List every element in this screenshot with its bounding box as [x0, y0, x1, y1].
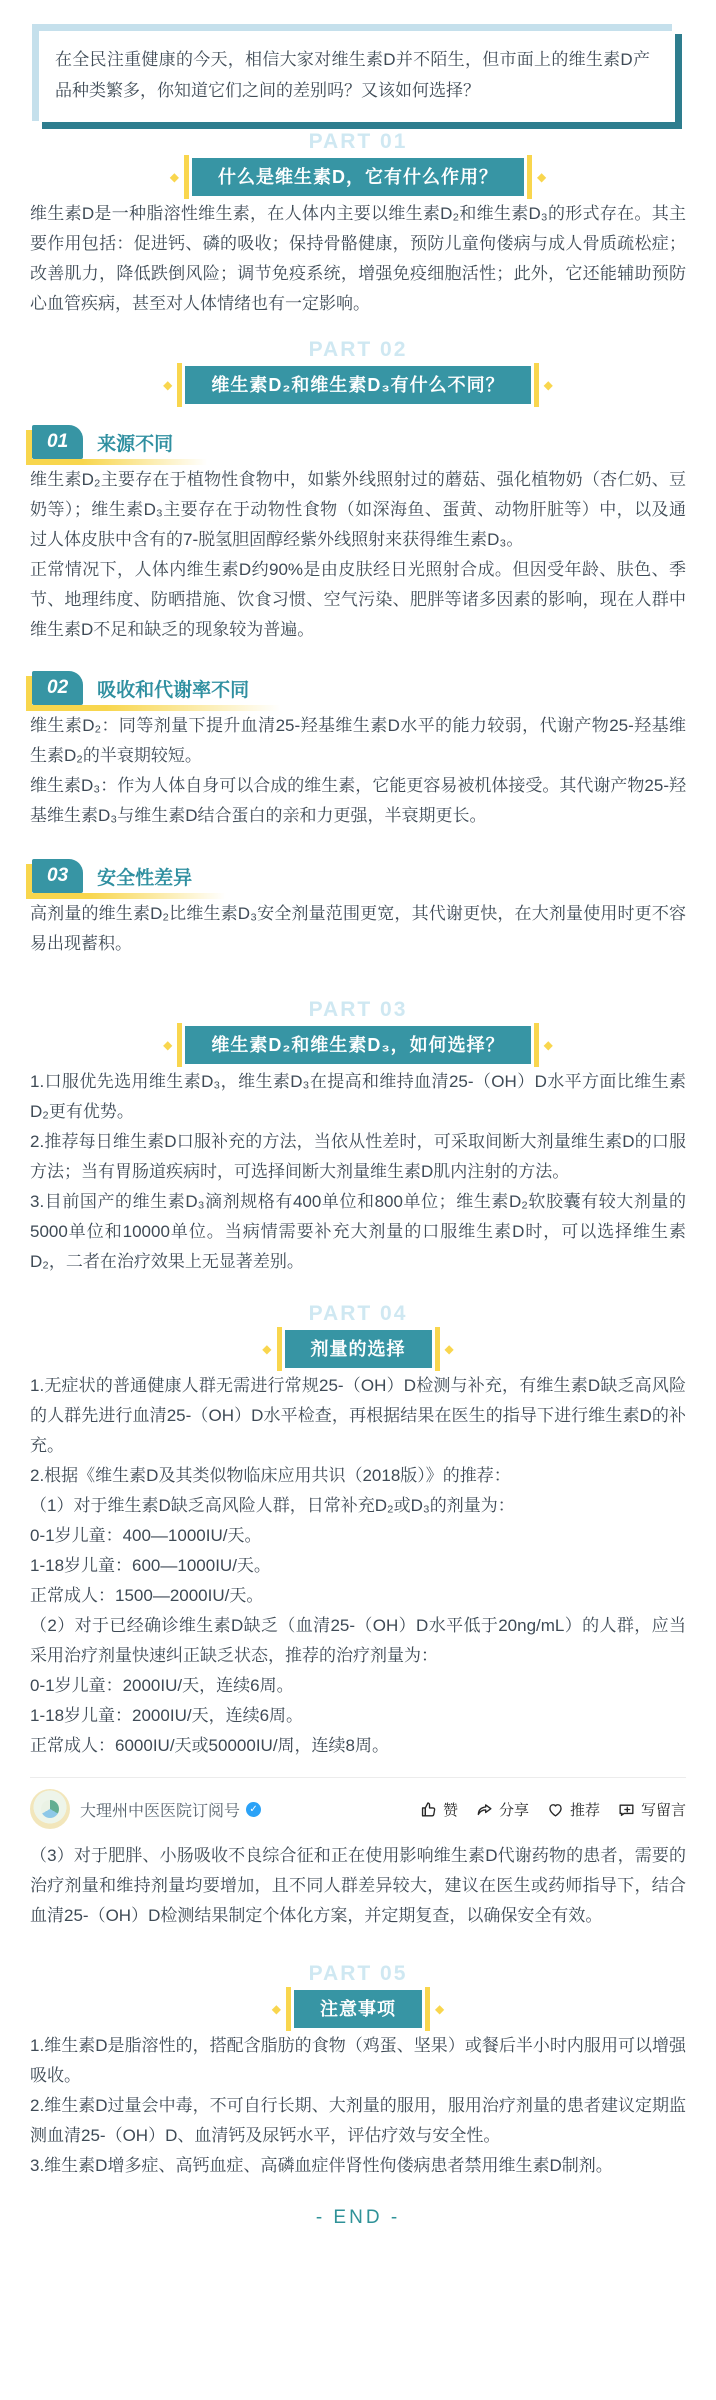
dosage-line: 正常成人：1500—2000IU/天。 [30, 1586, 264, 1605]
part-05-label: PART 05 [308, 1962, 408, 1985]
subsection-03-header [32, 859, 234, 899]
yellow-bar [177, 1023, 182, 1067]
part-01-header [30, 131, 686, 199]
intro-quote-frame [32, 24, 672, 121]
paragraph: 1.无症状的普通健康人群无需进行常规25-（OH）D检测与补充，有维生素D缺乏高风险的人群先进行血清25-（OH）D水平检查，再根据结果在医生的指导下进行维生素D的补充。 [30, 1376, 686, 1455]
part-01-title: 什么是维生素D，它有什么作用？ [192, 158, 524, 196]
subsection-title: 吸收和代谢率不同 [97, 679, 250, 701]
paragraph: 高剂量的维生素D₂比维生素D₃安全剂量范围更宽，其代谢更快，在大剂量使用时更不容易出现蓄积。 [30, 904, 686, 953]
dosage-line: 1-18岁儿童：600—1000IU/天。 [30, 1556, 271, 1575]
subsection-number-badge: 03 [32, 859, 83, 893]
account-name[interactable]: 大理州中医医院订阅号 [80, 1802, 241, 1820]
subsection-title: 安全性差异 [97, 867, 193, 889]
diamond-icon: ◆ [262, 1342, 272, 1356]
part-02-title: 维生素D₂和维生素D₃有什么不同？ [185, 366, 530, 404]
diamond-icon: ◆ [271, 2002, 281, 2016]
diamond-icon: ◆ [169, 170, 179, 184]
part-04-header [30, 1303, 686, 1371]
diamond-icon: ◆ [435, 2002, 445, 2016]
comment-icon [617, 1800, 636, 1819]
share-button[interactable] [475, 1799, 529, 1820]
part-05-header [30, 1963, 686, 2031]
intro-quote-text: 在全民注重健康的今天，相信大家对维生素D并不陌生，但市面上的维生素D产品种类繁多，你知道它们之间的差别吗？又该如何选择？ [55, 50, 650, 100]
thumbs-up-icon [419, 1800, 438, 1819]
share-label: 分享 [498, 1801, 529, 1819]
part-01-title-row [30, 155, 686, 199]
dosage-group-heading: （2）对于已经确诊维生素D缺乏（血清25-（OH）D水平低于20ng/mL）的人群，应当采用治疗剂量快速纠正缺乏状态，推荐的治疗剂量为： [30, 1616, 686, 1665]
yellow-bar [534, 1023, 539, 1067]
part-05-title: 注意事项 [294, 1990, 422, 2028]
part-02-title-row [30, 363, 686, 407]
subsection-02-header [32, 671, 291, 711]
subsection-number-badge: 02 [32, 671, 83, 705]
subsection-01-header [32, 425, 215, 465]
part-04-title-row [30, 1327, 686, 1371]
paragraph: 正常情况下，人体内维生素D约90%是由皮肤经日光照射合成。但因受年龄、肤色、季节、地理纬度、防晒措施、饮食习惯、空气污染、肥胖等诸多因素的影响，现在人群中维生素D不足和缺乏的现象较为普遍。 [30, 560, 686, 639]
share-arrow-icon [475, 1800, 494, 1819]
part-03-title: 维生素D₂和维生素D₃，如何选择？ [185, 1026, 530, 1064]
part-02-header [30, 339, 686, 407]
dosage-line: 0-1岁儿童：400—1000IU/天。 [30, 1526, 262, 1545]
diamond-icon: ◆ [163, 378, 173, 392]
account-avatar[interactable] [30, 1789, 70, 1829]
diamond-icon: ◆ [444, 1342, 454, 1356]
paragraph: 维生素D₃：作为人体自身可以合成的维生素，它能更容易被机体接受。其代谢产物25-羟基维生素D₃与维生素D结合蛋白的亲和力更强，半衰期更长。 [30, 776, 686, 825]
yellow-bar [286, 1987, 291, 2031]
dosage-group-heading: （1）对于维生素D缺乏高风险人群，日常补充D₂或D₃的剂量为： [30, 1496, 515, 1515]
paragraph: 维生素D₂主要存在于植物性食物中，如紫外线照射过的蘑菇、强化植物奶（杏仁奶、豆奶等）；维生素D₃主要存在于动物性食物（如深海鱼、蛋黄、动物肝脏等）中，以及通过人体皮肤中含有的7-脱氢胆固醇经紫外线照射来获得维生素D₃。 [30, 470, 686, 549]
dosage-line: 正常成人：6000IU/天或50000IU/周，连续8周。 [30, 1736, 389, 1755]
end-marker: - END - [315, 2207, 401, 2228]
part-05-title-row [30, 1987, 686, 2031]
yellow-bar [435, 1327, 440, 1371]
part-04-label: PART 04 [308, 1302, 408, 1325]
yellow-bar [277, 1327, 282, 1371]
part-03-title-row [30, 1023, 686, 1067]
recommend-button[interactable] [546, 1799, 600, 1820]
paragraph: 1.口服优先选用维生素D₃，维生素D₃在提高和维持血清25-（OH）D水平方面比维生素D₂更有优势。 [30, 1072, 686, 1121]
paragraph: 3.目前国产的维生素D₃滴剂规格有400单位和800单位；维生素D₂软胶囊有较大剂量的5000单位和10000单位。当病情需要补充大剂量的口服维生素D时，可以选择维生素D₂，二者在治疗效果上无显著差别。 [30, 1192, 686, 1271]
article-actions [419, 1799, 686, 1820]
part-02-label: PART 02 [308, 338, 408, 361]
yellow-bar [534, 363, 539, 407]
like-button[interactable] [419, 1799, 458, 1820]
paragraph: 3.维生素D增多症、高钙血症、高磷血症伴肾性佝偻病患者禁用维生素D制剂。 [30, 2156, 613, 2175]
yellow-bar [425, 1987, 430, 2031]
intro-quote [32, 24, 682, 121]
subsection-title: 来源不同 [97, 433, 174, 455]
part-03-header [30, 999, 686, 1067]
paragraph: 维生素D₂：同等剂量下提升血清25-羟基维生素D水平的能力较弱，代谢产物25-羟基维生素D₂的半衰期较短。 [30, 716, 686, 765]
diamond-icon: ◆ [163, 1038, 173, 1052]
yellow-bar [184, 155, 189, 199]
part-03-label: PART 03 [308, 998, 408, 1021]
yellow-bar [177, 363, 182, 407]
yellow-bar [527, 155, 532, 199]
dosage-line: 0-1岁儿童：2000IU/天，连续6周。 [30, 1676, 294, 1695]
comment-label: 写留言 [640, 1801, 686, 1819]
like-label: 赞 [442, 1801, 458, 1819]
paragraph: （3）对于肥胖、小肠吸收不良综合征和正在使用影响维生素D代谢药物的患者，需要的治疗剂量和维持剂量均要增加，且不同人群差异较大，建议在医生或药师指导下，结合血清25-（OH）D检测结果制定个体化方案，并定期复查，以确保安全有效。 [30, 1846, 686, 1925]
recommend-label: 推荐 [569, 1801, 600, 1819]
account-action-bar [30, 1777, 686, 1841]
diamond-icon: ◆ [543, 1038, 553, 1052]
paragraph: 1.维生素D是脂溶性的，搭配含脂肪的食物（鸡蛋、坚果）或餐后半小时内服用可以增强吸收。 [30, 2036, 686, 2085]
paragraph: 2.推荐每日维生素D口服补充的方法，当依从性差时，可采取间断大剂量维生素D的口服方法；当有胃肠道疾病时，可选择间断大剂量维生素D肌内注射的方法。 [30, 1132, 686, 1181]
paragraph: 维生素D是一种脂溶性维生素，在人体内主要以维生素D₂和维生素D₃的形式存在。其主要作用包括：促进钙、磷的吸收；保持骨骼健康，预防儿童佝偻病与成人骨质疏松症；改善肌力，降低跌倒风险；调节免疫系统，增强免疫细胞活性；此外，它还能辅助预防心血管疾病，甚至对人体情绪也有一定影响。 [30, 204, 686, 313]
heart-icon [546, 1800, 565, 1819]
diamond-icon: ◆ [543, 378, 553, 392]
subsection-number-badge: 01 [32, 425, 83, 459]
paragraph: 2.根据《维生素D及其类似物临床应用共识（2018版）》的推荐： [30, 1466, 511, 1485]
part-04-title: 剂量的选择 [285, 1330, 432, 1368]
part-01-label: PART 01 [308, 130, 408, 153]
dosage-line: 1-18岁儿童：2000IU/天，连续6周。 [30, 1706, 304, 1725]
verified-badge-icon: ✓ [246, 1802, 261, 1817]
diamond-icon: ◆ [537, 170, 547, 184]
paragraph: 2.维生素D过量会中毒，不可自行长期、大剂量的服用，服用治疗剂量的患者建议定期监测血清25-（OH）D、血清钙及尿钙水平，评估疗效与安全性。 [30, 2096, 686, 2145]
write-comment-button[interactable] [617, 1799, 686, 1820]
